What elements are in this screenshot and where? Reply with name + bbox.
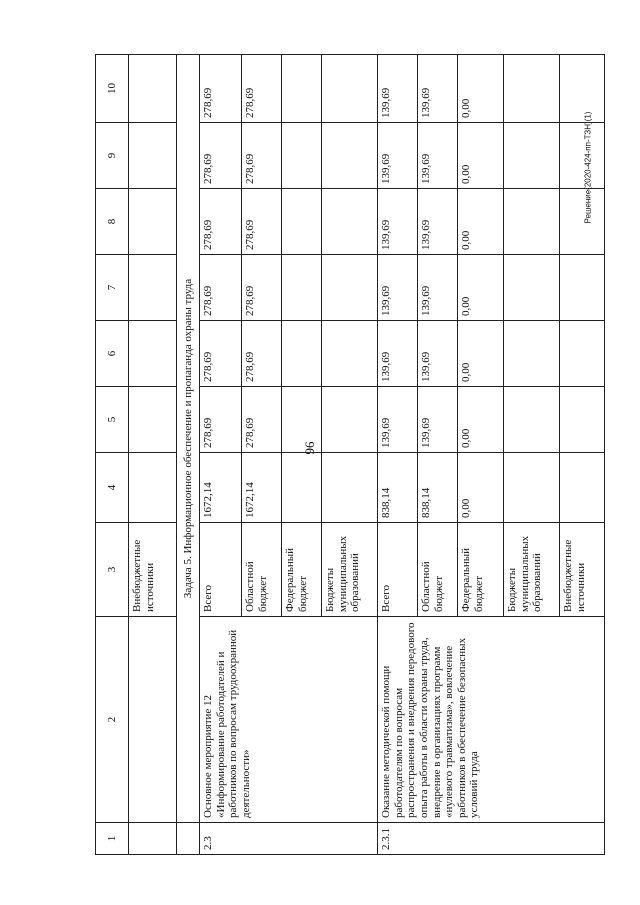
header-cell: 4 — [96, 453, 129, 523]
value-cell — [560, 123, 605, 189]
value-cell: 0,00 — [458, 321, 504, 387]
value-cell — [560, 387, 605, 453]
header-cell: 5 — [96, 387, 129, 453]
value-cell — [282, 255, 322, 321]
header-cell: 1 — [96, 823, 129, 855]
value-cell: 139,69 — [418, 387, 458, 453]
header-cell: 3 — [96, 523, 129, 617]
document-code: Решение(2020-424-пп-ТЗН)(1) — [583, 111, 593, 224]
value-cell: 139,69 — [378, 321, 418, 387]
source-cell: Внебюджетные источники — [560, 523, 605, 617]
header-cell: 10 — [96, 55, 129, 123]
source-cell: Бюджеты муниципальных образований — [504, 523, 560, 617]
source-cell: Всего — [378, 523, 418, 617]
table-row — [378, 55, 418, 855]
header-cell: 7 — [96, 255, 129, 321]
value-cell — [282, 387, 322, 453]
value-cell — [560, 321, 605, 387]
value-cell — [504, 123, 560, 189]
value-cell — [322, 321, 378, 387]
value-cell — [322, 189, 378, 255]
value-cell — [282, 453, 322, 523]
source-cell: Внебюджетные источники — [129, 523, 177, 617]
value-cell: 139,69 — [378, 189, 418, 255]
header-cell: 2 — [96, 617, 129, 823]
value-cell: 139,69 — [378, 123, 418, 189]
value-cell: 278,69 — [200, 123, 242, 189]
value-cell: 139,69 — [378, 55, 418, 123]
value-cell: 278,69 — [200, 189, 242, 255]
rotated-table-wrapper — [95, 55, 587, 855]
value-cell — [322, 453, 378, 523]
value-cell — [322, 123, 378, 189]
table-row — [200, 55, 242, 855]
value-cell: 278,69 — [242, 55, 282, 123]
value-cell — [560, 453, 605, 523]
source-cell: Всего — [200, 523, 242, 617]
value-cell — [322, 55, 378, 123]
value-cell: 278,69 — [242, 321, 282, 387]
value-cell: 278,69 — [200, 321, 242, 387]
value-cell: 838,14 — [378, 453, 418, 523]
value-cell: 278,69 — [200, 55, 242, 123]
table-row — [129, 55, 177, 855]
value-cell: 0,00 — [458, 255, 504, 321]
source-cell: Областной бюджет — [242, 523, 282, 617]
source-cell: Областной бюджет — [418, 523, 458, 617]
value-cell: 278,69 — [242, 255, 282, 321]
value-cell — [504, 189, 560, 255]
value-cell — [282, 189, 322, 255]
section-number: 2.3 — [200, 823, 378, 855]
value-cell: 0,00 — [458, 387, 504, 453]
value-cell — [282, 321, 322, 387]
value-cell: 0,00 — [458, 453, 504, 523]
value-cell: 1672,14 — [242, 453, 282, 523]
section-name: Оказание методической помощи работодателям по вопросам распространения и внедрения передового опыта работы в области охраны труда, внедрение в организациях программ «нулевого травматизма», вовлечение работников в обеспечение безопасных условий труда — [378, 617, 605, 823]
value-cell: 139,69 — [418, 255, 458, 321]
header-row — [96, 55, 129, 855]
value-cell: 278,69 — [242, 189, 282, 255]
value-cell — [322, 387, 378, 453]
value-cell — [504, 255, 560, 321]
value-cell — [504, 453, 560, 523]
value-cell — [504, 387, 560, 453]
value-cell — [322, 255, 378, 321]
source-cell: Бюджеты муниципальных образований — [322, 523, 378, 617]
header-cell: 9 — [96, 123, 129, 189]
value-cell: 139,69 — [418, 123, 458, 189]
value-cell: 139,69 — [418, 55, 458, 123]
value-cell: 139,69 — [418, 321, 458, 387]
value-cell: 838,14 — [418, 453, 458, 523]
value-cell — [282, 123, 322, 189]
value-cell: 278,69 — [200, 255, 242, 321]
value-cell: 1672,14 — [200, 453, 242, 523]
value-cell — [282, 55, 322, 123]
value-cell: 278,69 — [242, 387, 282, 453]
value-cell: 0,00 — [458, 123, 504, 189]
task-title: Задача 5. Информационное обеспечение и пропаганда охраны труда — [177, 55, 200, 823]
value-cell: 0,00 — [458, 55, 504, 123]
task-row — [177, 55, 200, 855]
value-cell — [560, 189, 605, 255]
value-cell — [504, 55, 560, 123]
value-cell: 278,69 — [200, 387, 242, 453]
value-cell — [560, 255, 605, 321]
value-cell — [560, 55, 605, 123]
value-cell — [504, 321, 560, 387]
section-number: 2.3.1 — [378, 823, 605, 855]
header-cell: 6 — [96, 321, 129, 387]
source-cell: Федеральный бюджет — [282, 523, 322, 617]
value-cell: 278,69 — [242, 123, 282, 189]
source-cell: Федеральный бюджет — [458, 523, 504, 617]
value-cell: 0,00 — [458, 189, 504, 255]
header-cell: 8 — [96, 189, 129, 255]
value-cell: 139,69 — [378, 255, 418, 321]
section-name: Основное мероприятие 12 «Информирование работодателей и работников по вопросам трудоохранной деятельности» — [200, 617, 378, 823]
page-number: 96 — [302, 441, 317, 455]
value-cell: 139,69 — [378, 387, 418, 453]
value-cell: 139,69 — [418, 189, 458, 255]
budget-table — [95, 54, 605, 855]
